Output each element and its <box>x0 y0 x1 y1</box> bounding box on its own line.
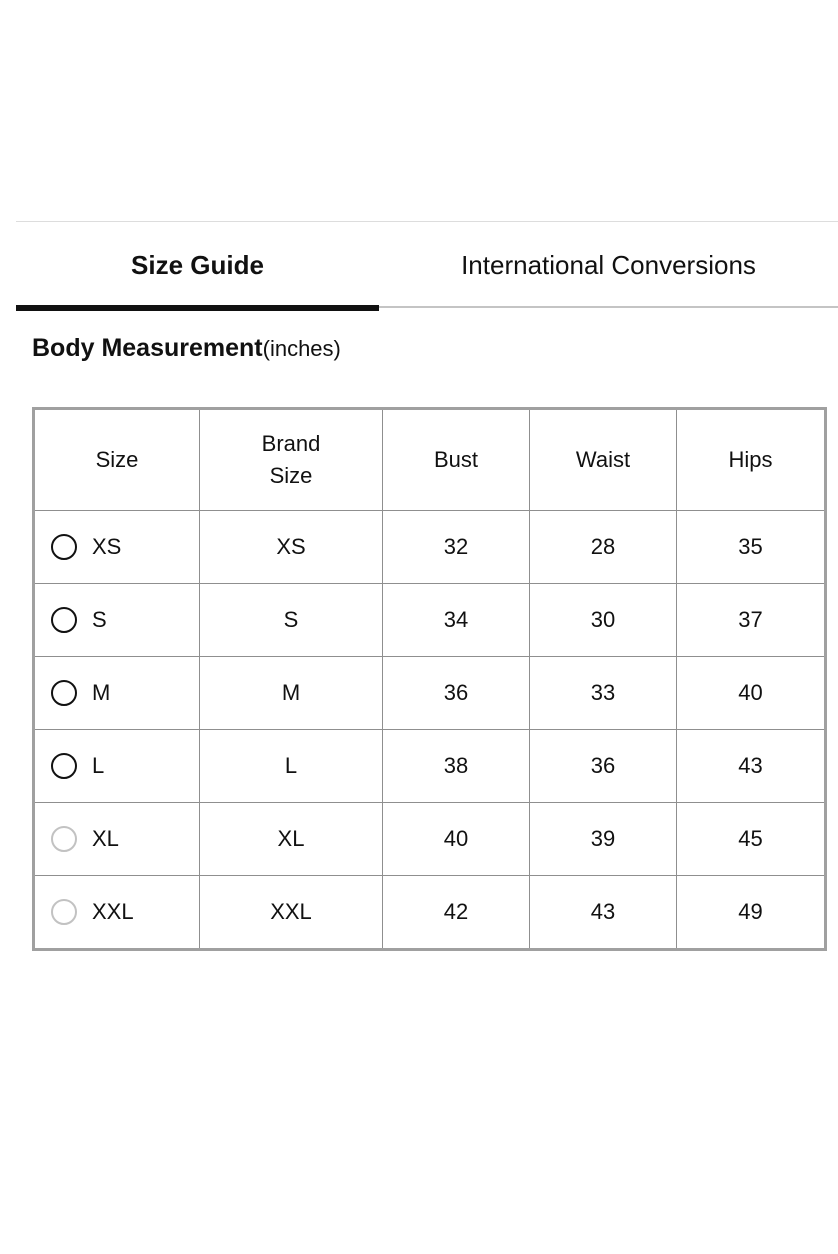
tab-size-guide-label: Size Guide <box>131 250 264 280</box>
hips-cell: 37 <box>677 584 826 657</box>
brand-size-cell: L <box>200 730 383 803</box>
hips-cell: 35 <box>677 511 826 584</box>
header-hips: Hips <box>677 409 826 511</box>
brand-size-cell: XL <box>200 803 383 876</box>
size-cell <box>34 511 200 584</box>
size-cell <box>34 657 200 730</box>
hips-cell: 45 <box>677 803 826 876</box>
tab-bar <box>16 222 838 309</box>
size-cell <box>34 584 200 657</box>
bust-cell: 36 <box>383 657 530 730</box>
hips-cell: 49 <box>677 876 826 950</box>
table-row <box>34 511 826 584</box>
size-radio[interactable] <box>51 753 77 779</box>
header-brand-line1: Brand <box>261 431 321 456</box>
bust-cell: 32 <box>383 511 530 584</box>
section-unit: (inches) <box>262 336 341 361</box>
size-radio[interactable] <box>51 607 77 633</box>
table-row <box>34 584 826 657</box>
size-radio[interactable] <box>51 899 77 925</box>
size-cell <box>34 730 200 803</box>
size-cell <box>34 876 200 950</box>
waist-cell: 43 <box>530 876 677 950</box>
hips-cell: 40 <box>677 657 826 730</box>
section-title: Body Measurement <box>32 334 263 362</box>
waist-cell: 33 <box>530 657 677 730</box>
size-label: XXL <box>92 899 134 924</box>
size-label: XS <box>92 534 122 559</box>
size-label: XL <box>92 826 119 851</box>
size-radio[interactable] <box>51 680 77 706</box>
section-heading <box>32 330 341 367</box>
brand-size-cell: XS <box>200 511 383 584</box>
bust-cell: 34 <box>383 584 530 657</box>
waist-cell: 28 <box>530 511 677 584</box>
bust-cell: 42 <box>383 876 530 950</box>
brand-size-cell: S <box>200 584 383 657</box>
header-brand-size <box>200 409 383 511</box>
table-row <box>34 657 826 730</box>
tab-size-guide[interactable] <box>16 222 379 309</box>
size-label: L <box>92 753 105 778</box>
size-label: M <box>92 680 111 705</box>
header-size: Size <box>34 409 200 511</box>
brand-size-cell: M <box>200 657 383 730</box>
header-waist: Waist <box>530 409 677 511</box>
hips-cell: 43 <box>677 730 826 803</box>
table-row <box>34 803 826 876</box>
table-row <box>34 876 826 950</box>
brand-size-cell: XXL <box>200 876 383 950</box>
size-cell <box>34 803 200 876</box>
table-header-row <box>34 409 826 511</box>
table-row <box>34 730 826 803</box>
header-bust: Bust <box>383 409 530 511</box>
waist-cell: 36 <box>530 730 677 803</box>
bust-cell: 40 <box>383 803 530 876</box>
tab-international-conversions[interactable] <box>379 222 838 309</box>
size-radio[interactable] <box>51 534 77 560</box>
tab-international-conversions-label: International Conversions <box>461 250 756 280</box>
waist-cell: 30 <box>530 584 677 657</box>
bust-cell: 38 <box>383 730 530 803</box>
header-brand-line2: Size <box>269 463 313 488</box>
size-label: S <box>92 607 107 632</box>
size-table <box>32 407 827 951</box>
waist-cell: 39 <box>530 803 677 876</box>
size-radio[interactable] <box>51 826 77 852</box>
